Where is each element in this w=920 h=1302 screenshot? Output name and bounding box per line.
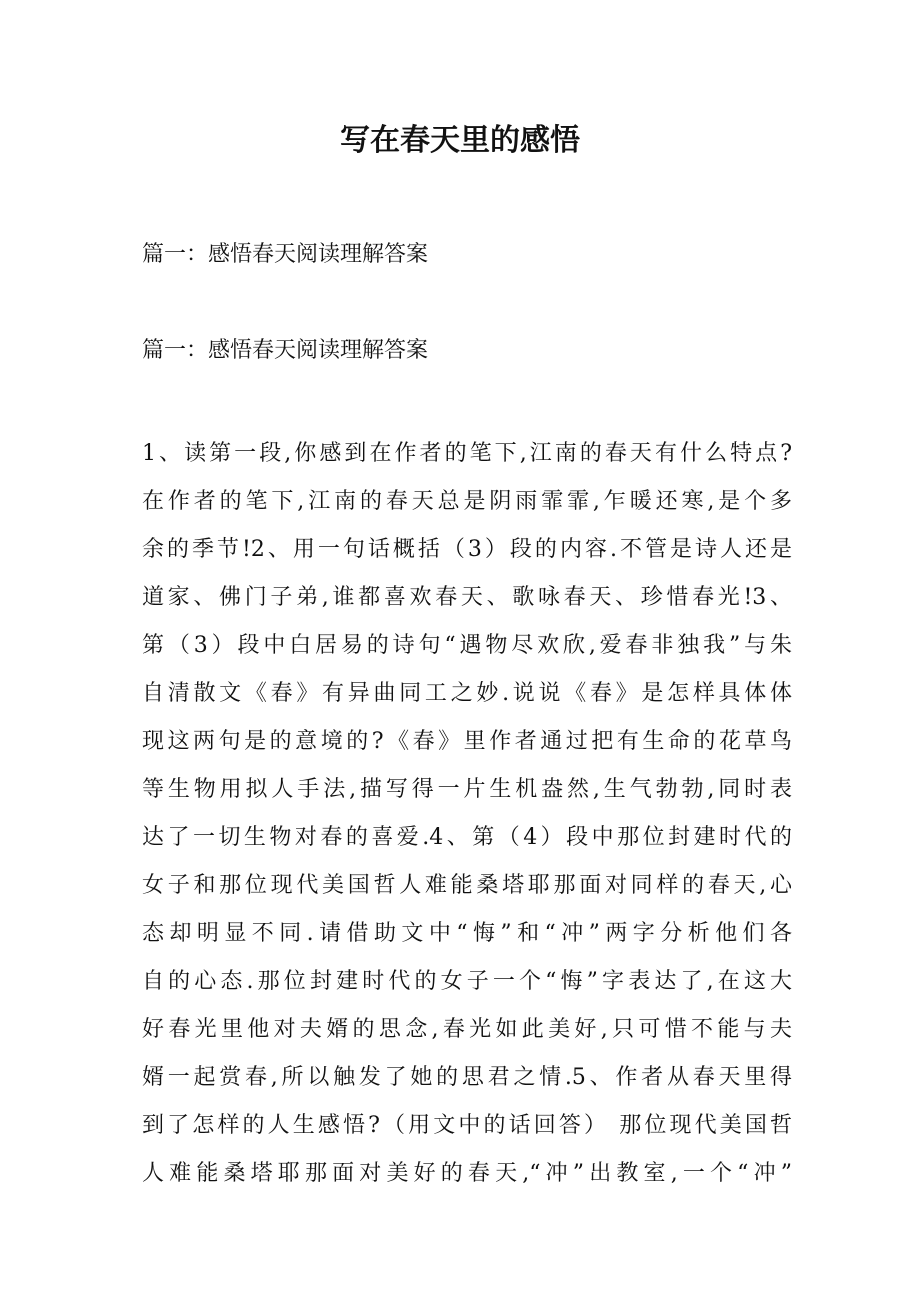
- body-line-9: 达了一切生物对春的喜爱.4、第（4）段中那位封建时代的: [142, 825, 792, 850]
- body-line-4: 道家、佛门子弟,谁都喜欢春天、歌咏春天、珍惜春光!3、: [142, 585, 792, 610]
- body-line-15: 到了怎样的人生感悟?（用文中的话回答） 那位现代美国哲: [142, 1113, 792, 1138]
- body-line-1: 1、读第一段,你感到在作者的笔下,江南的春天有什么特点?: [142, 441, 792, 466]
- body-line-6: 自清散文《春》有异曲同工之妙.说说《春》是怎样具体体: [142, 681, 792, 706]
- body-line-7: 现这两句是的意境的?《春》里作者通过把有生命的花草鸟: [142, 729, 792, 754]
- body-line-2: 在作者的笔下,江南的春天总是阴雨霏霏,乍暖还寒,是个多: [142, 489, 792, 514]
- section-heading-2: 篇一：感悟春天阅读理解答案: [142, 338, 429, 363]
- body-line-16: 人难能桑塔耶那面对美好的春天,“冲”出教室,一个“冲”: [142, 1161, 792, 1186]
- body-line-11: 态却明显不同.请借助文中“悔”和“冲”两字分析他们各: [142, 921, 792, 946]
- body-line-10: 女子和那位现代美国哲人难能桑塔耶那面对同样的春天,心: [142, 873, 792, 898]
- body-line-8: 等生物用拟人手法,描写得一片生机盎然,生气勃勃,同时表: [142, 777, 792, 802]
- body-paragraph: [142, 430, 792, 1198]
- body-line-3: 余的季节!2、用一句话概括（3）段的内容.不管是诗人还是: [142, 537, 792, 562]
- body-line-13: 好春光里他对夫婿的思念,春光如此美好,只可惜不能与夫: [142, 1017, 792, 1042]
- section-heading-1: 篇一：感悟春天阅读理解答案: [142, 242, 429, 267]
- body-line-14: 婿一起赏春,所以触发了她的思君之情.5、作者从春天里得: [142, 1065, 792, 1090]
- document-title: 写在春天里的感悟: [340, 123, 580, 158]
- body-line-5: 第（3）段中白居易的诗句“遇物尽欢欣,爱春非独我”与朱: [142, 633, 792, 658]
- body-line-12: 自的心态.那位封建时代的女子一个“悔”字表达了,在这大: [142, 969, 792, 994]
